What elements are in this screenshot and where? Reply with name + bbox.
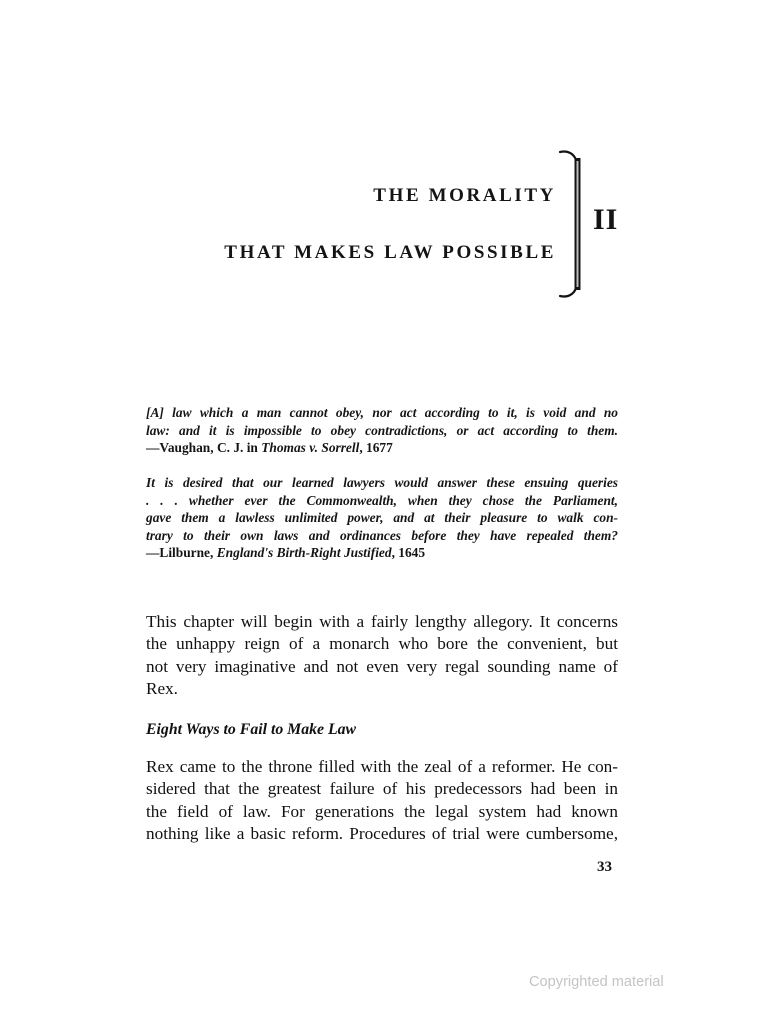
chapter-title-line-2: THAT MAKES LAW POSSIBLE [224,242,556,263]
body-line: This chapter will begin with a fairly lengthy allegory. It concerns [146,612,618,631]
epigraph-line: [A] law which a man cannot obey, nor act according to it, is void and no [146,405,618,420]
closing-bracket-icon [556,148,590,300]
epigraph-line: . . . whether ever the Commonwealth, when they chose the Parliament, [146,492,618,508]
attribution-prefix: —Vaughan, C. J. in [146,440,262,456]
epigraph-line: trary to their own laws and ordinances before they have repealed them? [146,527,618,543]
chapter-numeral: II [593,203,619,236]
body-paragraph-rex [146,756,618,845]
attribution-work: Thomas v. Sorrell [261,440,360,456]
attribution-prefix: —Lilburne, [146,545,217,561]
epigraph-line: gave them a lawless unlimited power, and at their pleasure to walk con- [146,510,618,526]
section-heading: Eight Ways to Fail to Make Law [146,721,357,738]
body-line: not very imaginative and not even very regal sounding name of [146,656,618,676]
body-paragraph-intro [146,611,618,700]
epigraph-vaughan [146,404,618,457]
body-line: Rex. [146,678,178,698]
chapter-title-line-1: THE MORALITY [373,185,556,206]
body-line: nothing like a basic reform. Procedures of trial were cumbersome, [146,823,618,843]
body-line: Rex came to the throne filled with the zeal of a reformer. He con- [146,757,618,776]
epigraph-lilburne [146,474,618,562]
epigraph-line: It is desired that our learned lawyers would answer these ensuing queries [146,475,618,490]
attribution-work: England's Birth-Right Justified [216,545,392,561]
epigraph-attribution [146,439,618,457]
page-number: 33 [597,859,612,875]
attribution-suffix: , 1645 [391,545,426,561]
body-line: the unhappy reign of a monarch who bore the convenient, but [146,634,618,654]
attribution-suffix: , 1677 [359,440,393,456]
epigraph-line: law: and it is impossible to obey contradictions, or act according to them. [146,422,618,438]
epigraph-attribution [146,544,618,562]
copyright-watermark: Copyrighted material [529,974,664,990]
body-line: sidered that the greatest failure of his predecessors had been in [146,779,618,799]
body-line: the field of law. For generations the legal system had known [146,801,618,821]
